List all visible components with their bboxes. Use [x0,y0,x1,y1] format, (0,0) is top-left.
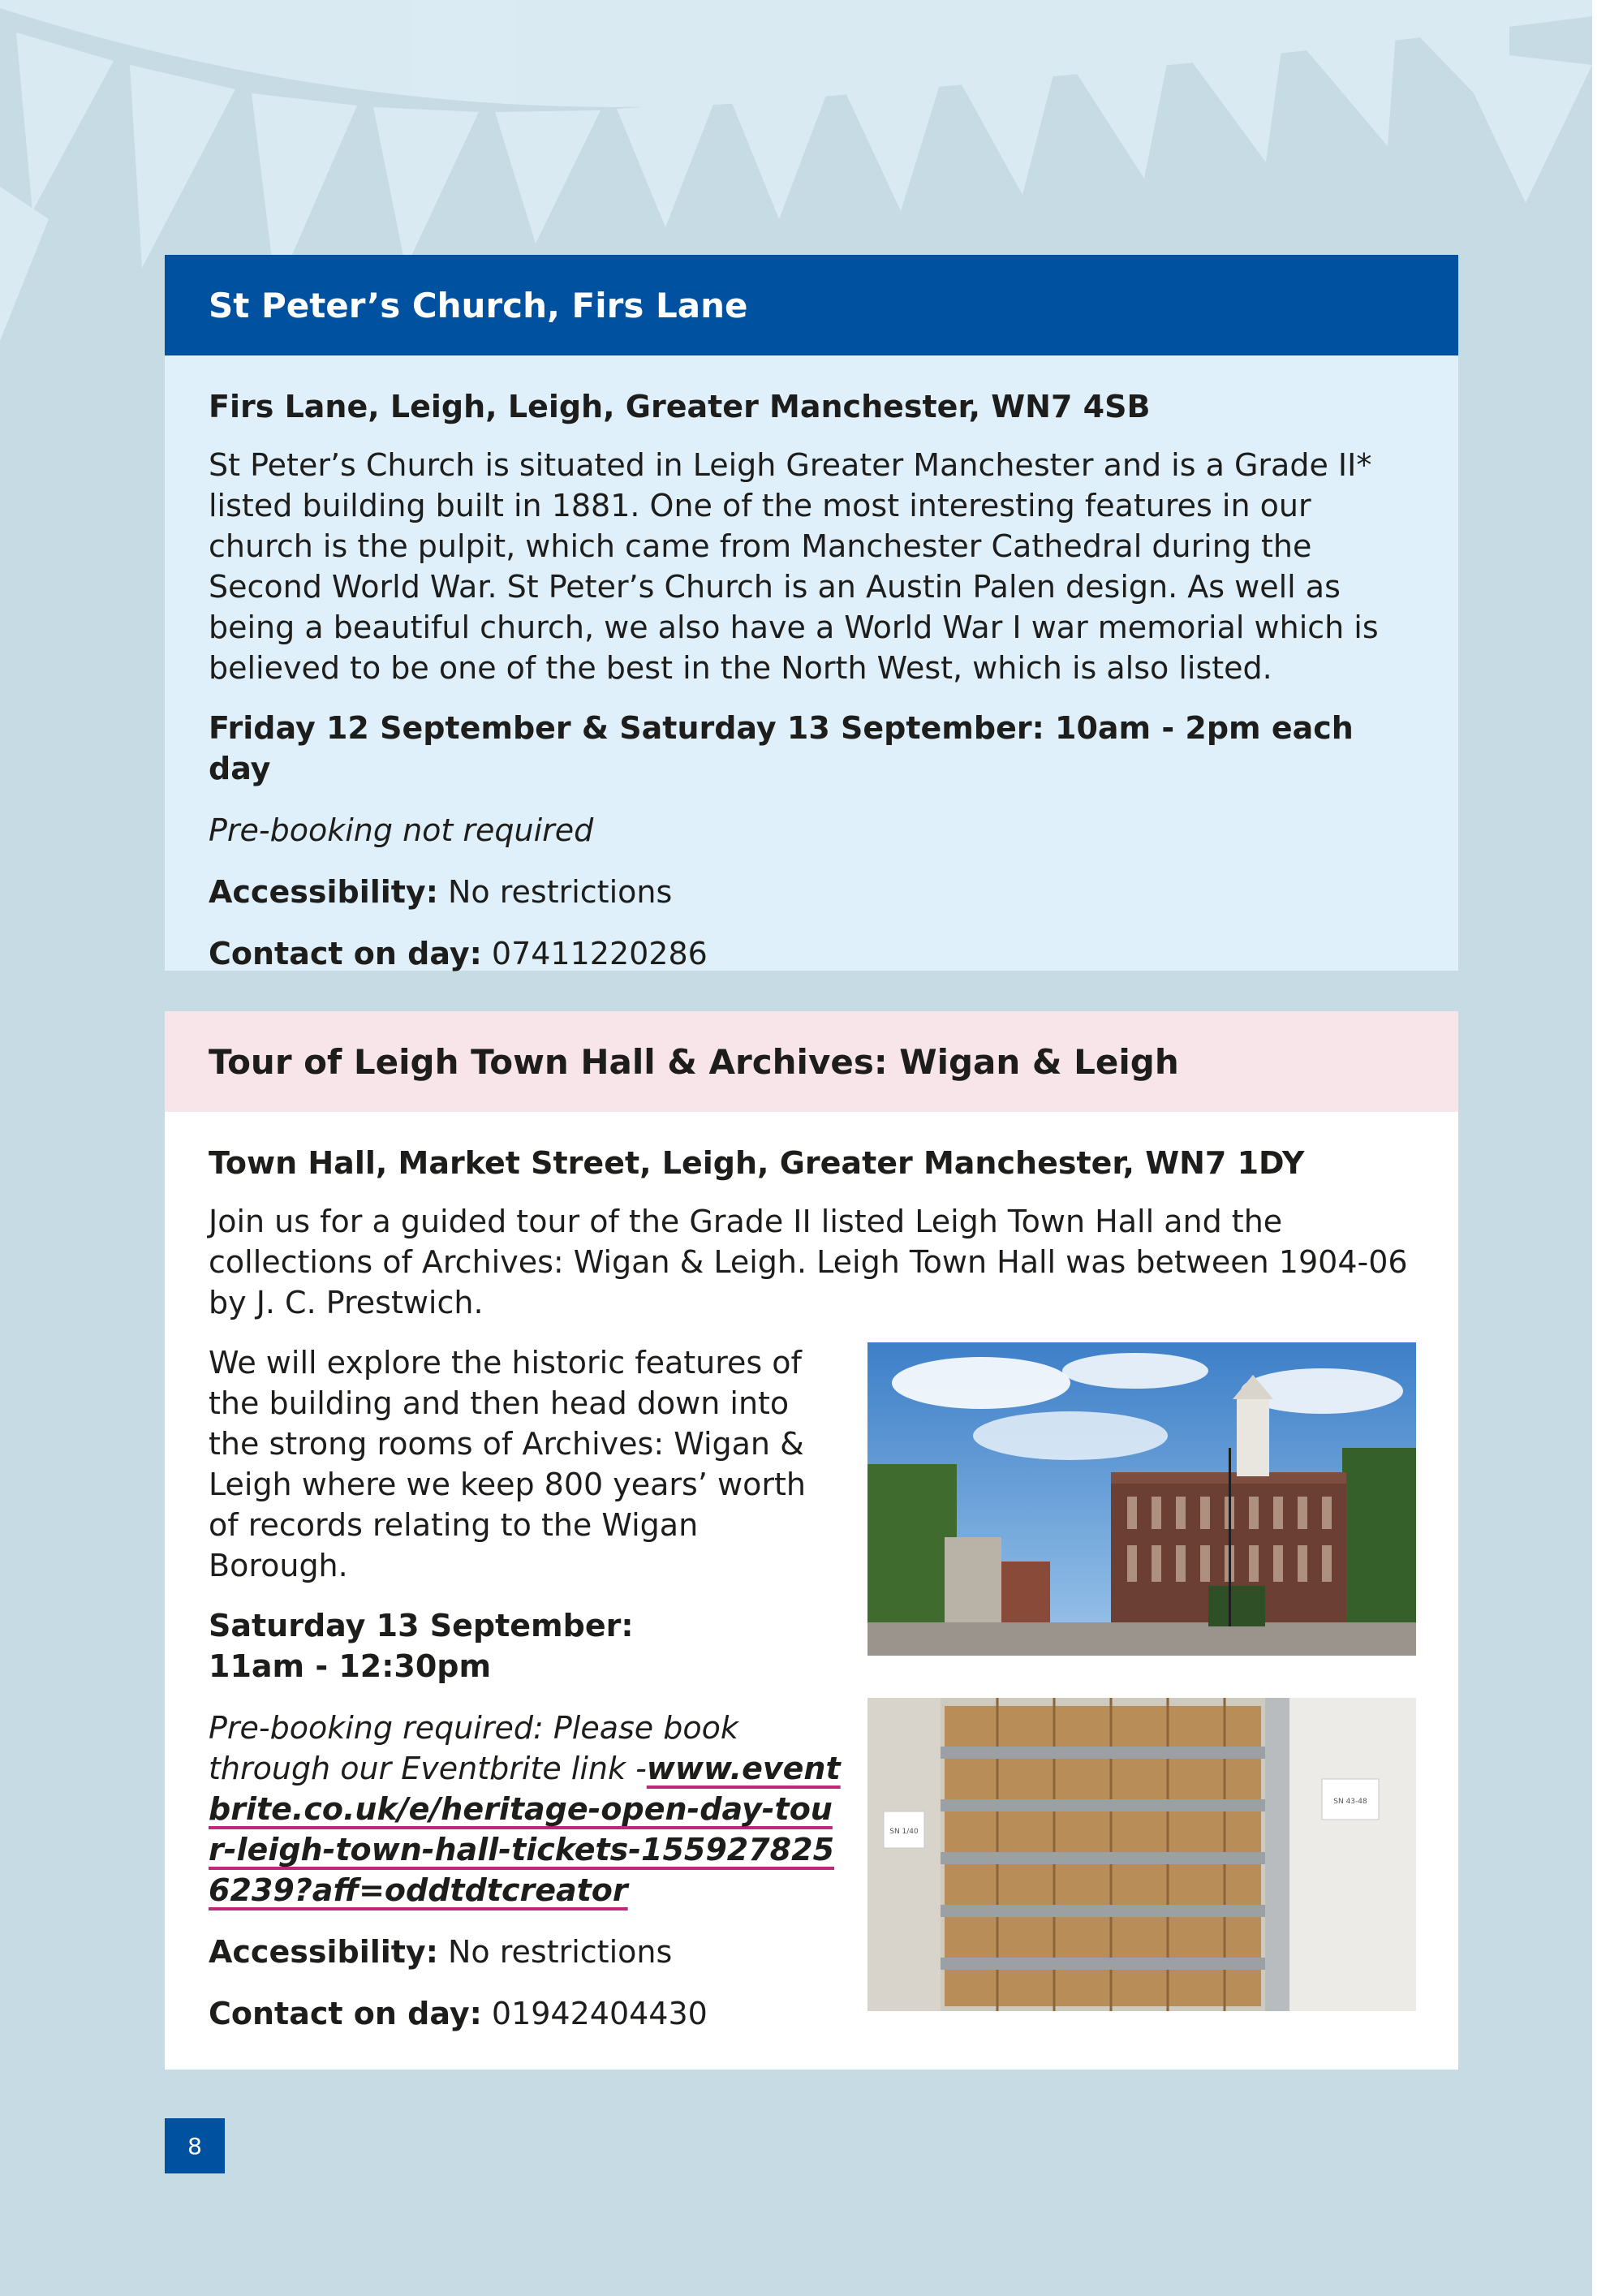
contact-info [209,933,1414,974]
contact-label: Contact on day: [209,1996,482,2031]
contact-label: Contact on day: [209,936,482,971]
contact-value: 01942404430 [481,1996,708,2031]
contact-info [209,1993,842,2034]
card-title: St Peter’s Church, Firs Lane [165,255,1458,355]
accessibility-info [209,872,1414,912]
shelf-label-1: SN 1/40 [889,1828,919,1836]
archive-shelves-photo [867,1698,1416,2011]
booking-text: Pre-booking required: Please book through our Eventbrite link - [209,1710,738,1786]
town-hall-photo [867,1342,1416,1656]
shelf-label-2: SN 43-48 [1333,1798,1367,1806]
accessibility-label: Accessibility: [209,874,438,910]
event-time: 11am - 12:30pm [209,1648,492,1684]
event-dates [209,1605,842,1686]
accessibility-label: Accessibility: [209,1934,438,1970]
description: Join us for a guided tour of the Grade II listed Leigh Town Hall and the collections of Archives: Wigan & Leigh. Leigh Town Hall was between 1904-06 by J. C. Prestwich. [209,1204,1408,1320]
description: St Peter’s Church is situated in Leigh Greater Manchester and is a Grade II* listed building built in 1881. One of the most interesting features in our church is the pulpit, which came from Manchester Cathedral during the Second World War. St Peter’s Church is an Austin Palen design. As well as being a beautiful church, we also have a World War I war memorial which is believed to be one of the best in the North West, which is also listed. [209,447,1379,686]
accessibility-value: No restrictions [437,1934,673,1970]
event-card-st-peters [165,255,1458,971]
accessibility-info [209,1932,842,1972]
address: Firs Lane, Leigh, Leigh, Greater Manchester, WN7 4SB [209,389,1151,424]
page-number: 8 [165,2118,225,2173]
accessibility-value: No restrictions [437,874,673,910]
event-dates: Friday 12 September & Saturday 13 September: 10am - 2pm each day [209,710,1354,786]
contact-value: 07411220286 [481,936,708,971]
eventbrite-link[interactable]: www.eventbrite.co.uk/e/heritage-open-day-tour-leigh-town-hall-tickets-1559278256239?aff=oddtdtcreator [209,1751,841,1908]
event-date: Saturday 13 September: [209,1608,634,1643]
event-card-leigh-town-hall [165,1011,1458,2070]
booking-info: Pre-booking not required [209,812,594,848]
description-continued: We will explore the historic features of the building and then head down into the strong rooms of Archives: Wigan & Leigh where we keep 800 years’ worth of records relating to the Wigan Borough. [209,1345,806,1583]
card-title: Tour of Leigh Town Hall & Archives: Wigan & Leigh [165,1011,1458,1112]
address: Town Hall, Market Street, Leigh, Greater Manchester, WN7 1DY [209,1145,1305,1181]
booking-info [209,1708,842,1910]
